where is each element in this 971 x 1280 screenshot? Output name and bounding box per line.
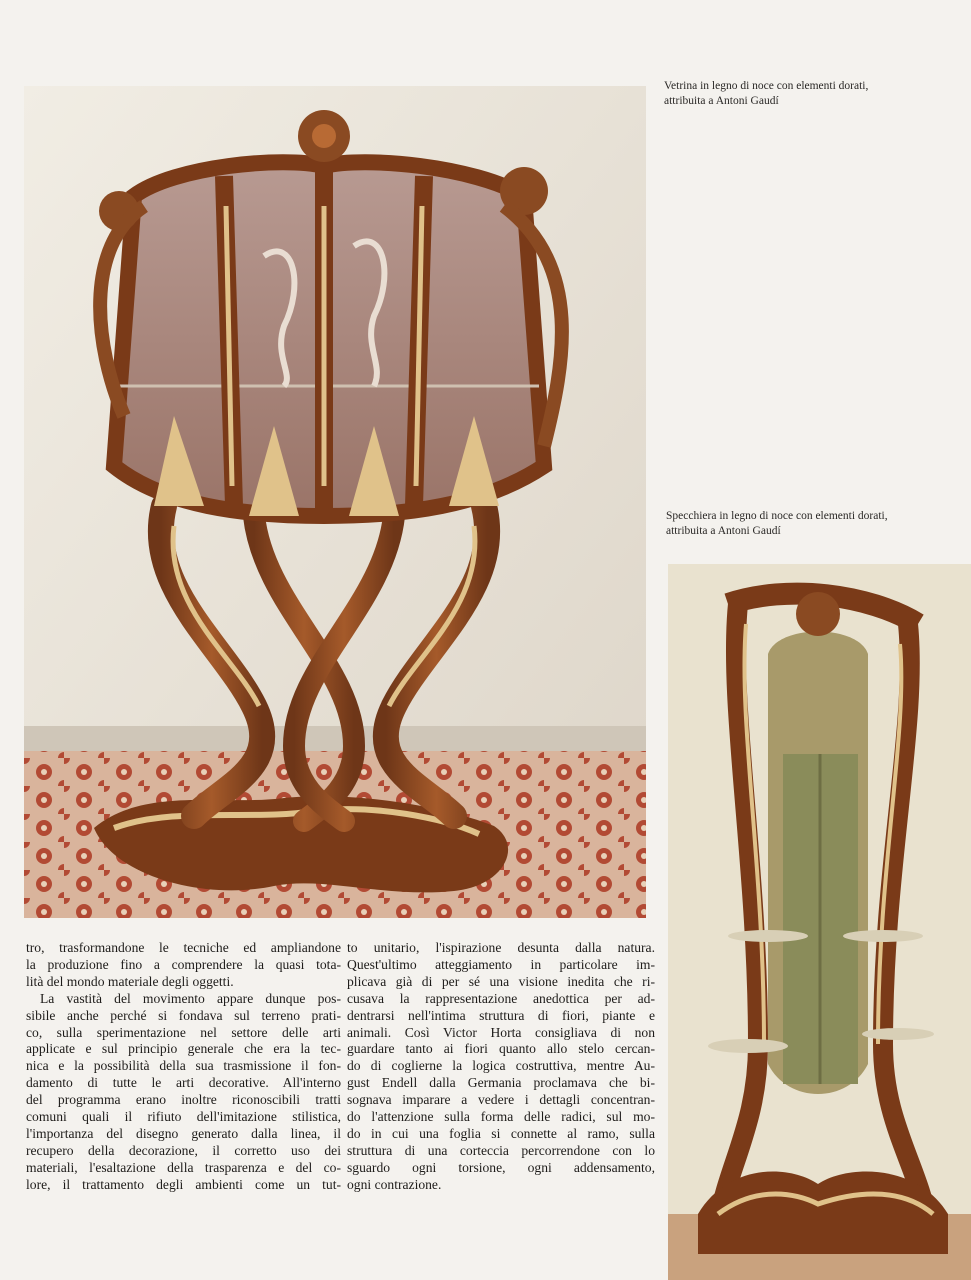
text-line: lore, il trattamento degli ambienti come un tut- — [26, 1176, 341, 1192]
text-line: nica e la possibilità della sua trasmissione il fon- — [26, 1058, 341, 1074]
photo-walnut-mirror-stand — [668, 564, 971, 1280]
text-line: recupero della decorazione, il corretto uso dei — [26, 1142, 341, 1158]
body-text-right-column — [347, 940, 655, 1194]
text-line: ogni contrazione. — [347, 1176, 442, 1192]
text-line: co, sulla sperimentazione nel settore delle arti — [26, 1024, 341, 1040]
caption-vetrina — [664, 79, 944, 109]
text-line: damento di tutte le arti decorative. All'interno — [26, 1075, 341, 1091]
text-line: animali. Così Victor Horta consigliava di non — [347, 1024, 655, 1040]
text-line: struttura di una corteccia percorrendone con lo — [347, 1142, 655, 1158]
text-line: dentrarsi nell'intima struttura di fiori, piante e — [347, 1007, 655, 1023]
caption-line: Specchiera in legno di noce con elementi dorati, — [666, 510, 888, 522]
text-line: l'importanza del disegno generato dalla linea, il — [26, 1125, 341, 1141]
text-line: gust Endell dalla Germania proclamava che bi- — [347, 1075, 655, 1091]
text-line: sguardo ogni torsione, ogni addensamento, — [347, 1159, 655, 1175]
text-line: applicate e sul principio generale che era la tec- — [26, 1041, 341, 1057]
text-line: plicava già di per sé una visione inedita che ri- — [347, 973, 655, 989]
text-line: La vastità del movimento appare dunque pos- — [40, 990, 341, 1006]
photo-walnut-display-cabinet — [24, 86, 646, 918]
text-line: do l'attenzione sulla forma delle radici, sul mo- — [347, 1109, 655, 1125]
caption-specchiera — [666, 509, 956, 539]
caption-line: attribuita a Antoni Gaudí — [666, 525, 781, 537]
text-line: do in cui una foglia si connette al ramo, sulla — [347, 1125, 655, 1141]
text-line: cusava la rappresentazione anedottica per ad- — [347, 990, 655, 1006]
text-line: del programma erano inoltre riconoscibili tratti — [26, 1092, 341, 1108]
mirror-illustration — [668, 564, 971, 1280]
body-text-left-column — [26, 940, 341, 1194]
text-line: materiali, l'esaltazione della trasparenza e del co- — [26, 1159, 341, 1175]
text-line: tro, trasformandone le tecniche ed ampliandone — [26, 940, 341, 955]
text-line: to unitario, l'ispirazione desunta dalla natura. — [347, 940, 655, 955]
text-line: comuni quali il rifiuto dell'imitazione stilistica, — [26, 1109, 341, 1125]
caption-line: Vetrina in legno di noce con elementi dorati, — [664, 80, 869, 92]
text-line: la produzione fino a comprendere la quasi tota- — [26, 956, 341, 972]
text-line: sognava imparare a vedere i dettagli concentran- — [347, 1092, 655, 1108]
text-line: sibile anche perché si fondava sul terreno prati- — [26, 1007, 341, 1023]
caption-line: attribuita a Antoni Gaudí — [664, 95, 779, 107]
text-line: Quest'ultimo atteggiamento in particolare im- — [347, 956, 655, 972]
text-line: guardare tanto ai fiori quanto allo stelo cercan- — [347, 1041, 655, 1057]
text-line: lità del mondo materiale degli oggetti. — [26, 973, 234, 989]
text-line: do di coglierne la logica costruttiva, mentre Au- — [347, 1058, 655, 1074]
cabinet-illustration — [24, 86, 646, 918]
